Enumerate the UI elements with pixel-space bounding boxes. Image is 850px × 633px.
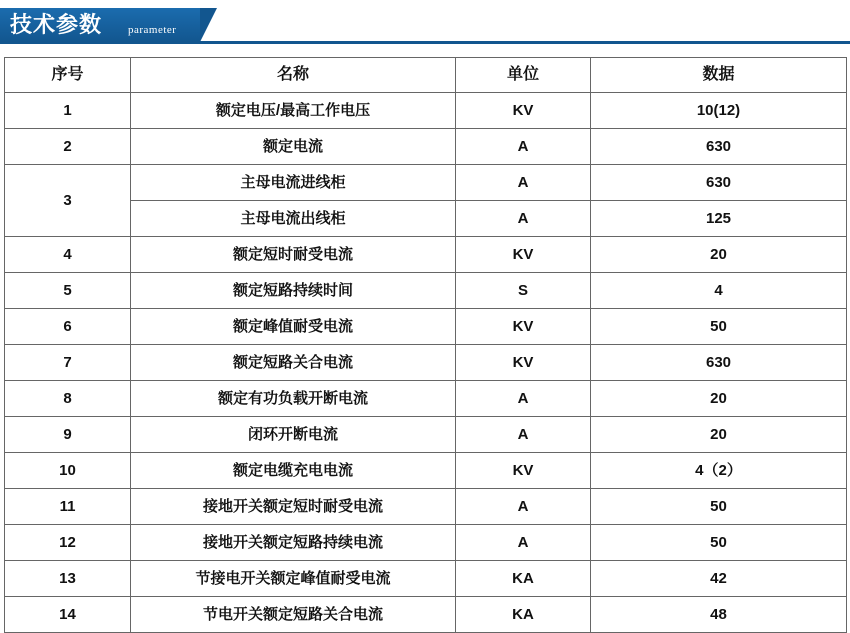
cell-no: 14 [5,597,131,633]
cell-name: 节接电开关额定峰值耐受电流 [131,561,456,597]
table-row [5,489,847,525]
cell-unit: A [456,525,591,561]
cell-unit: A [456,381,591,417]
table-row [5,237,847,273]
table-row [5,309,847,345]
cell-value: 630 [591,345,847,381]
table-row [5,417,847,453]
cell-no: 1 [5,93,131,129]
table-row [5,525,847,561]
cell-unit: KV [456,237,591,273]
cell-name: 接地开关额定短路持续电流 [131,525,456,561]
cell-value: 20 [591,237,847,273]
cell-no: 11 [5,489,131,525]
cell-name: 接地开关额定短时耐受电流 [131,489,456,525]
cell-value: 20 [591,381,847,417]
table-row [5,345,847,381]
table-row [5,381,847,417]
cell-unit: A [456,165,591,201]
page-subtitle: parameter [128,24,177,36]
cell-no: 12 [5,525,131,561]
cell-unit: A [456,489,591,525]
table-row [5,165,847,201]
column-header-unit: 单位 [456,58,591,93]
cell-unit: A [456,129,591,165]
section-header [0,0,850,48]
cell-unit: KV [456,93,591,129]
cell-name: 主母电流进线柜 [131,165,456,201]
cell-unit: S [456,273,591,309]
cell-no: 8 [5,381,131,417]
cell-value: 20 [591,417,847,453]
cell-no: 13 [5,561,131,597]
cell-value: 125 [591,201,847,237]
cell-unit: A [456,417,591,453]
cell-unit: KV [456,309,591,345]
cell-name: 额定短路关合电流 [131,345,456,381]
cell-name: 闭环开断电流 [131,417,456,453]
table-row [5,273,847,309]
table-header-row [5,58,847,93]
parameter-table [4,57,847,633]
column-header-name: 名称 [131,58,456,93]
table-row [5,129,847,165]
cell-name: 额定峰值耐受电流 [131,309,456,345]
header-underline [0,41,850,44]
cell-no: 7 [5,345,131,381]
cell-name: 额定电缆充电电流 [131,453,456,489]
cell-no: 5 [5,273,131,309]
column-header-no: 序号 [5,58,131,93]
page-title: 技术参数 [10,12,103,37]
parameter-table-wrapper [0,48,850,633]
cell-value: 48 [591,597,847,633]
cell-name: 额定有功负载开断电流 [131,381,456,417]
cell-unit: KA [456,561,591,597]
cell-value: 50 [591,309,847,345]
cell-name: 额定短路持续时间 [131,273,456,309]
cell-value: 4 [591,273,847,309]
cell-unit: KA [456,597,591,633]
cell-value: 42 [591,561,847,597]
cell-value: 50 [591,525,847,561]
table-row [5,453,847,489]
cell-no: 4 [5,237,131,273]
cell-no: 9 [5,417,131,453]
column-header-data: 数据 [591,58,847,93]
cell-no: 2 [5,129,131,165]
cell-value: 10(12) [591,93,847,129]
table-row [5,561,847,597]
cell-no: 3 [5,165,131,237]
cell-no: 10 [5,453,131,489]
cell-value: 50 [591,489,847,525]
cell-name: 额定短时耐受电流 [131,237,456,273]
cell-unit: KV [456,453,591,489]
table-row [5,597,847,633]
cell-unit: KV [456,345,591,381]
cell-value: 4（2） [591,453,847,489]
cell-value: 630 [591,129,847,165]
cell-name: 额定电流 [131,129,456,165]
cell-no: 6 [5,309,131,345]
cell-name: 节电开关额定短路关合电流 [131,597,456,633]
table-row [5,93,847,129]
table-row [5,201,847,237]
cell-value: 630 [591,165,847,201]
cell-name: 主母电流出线柜 [131,201,456,237]
cell-name: 额定电压/最高工作电压 [131,93,456,129]
cell-unit: A [456,201,591,237]
